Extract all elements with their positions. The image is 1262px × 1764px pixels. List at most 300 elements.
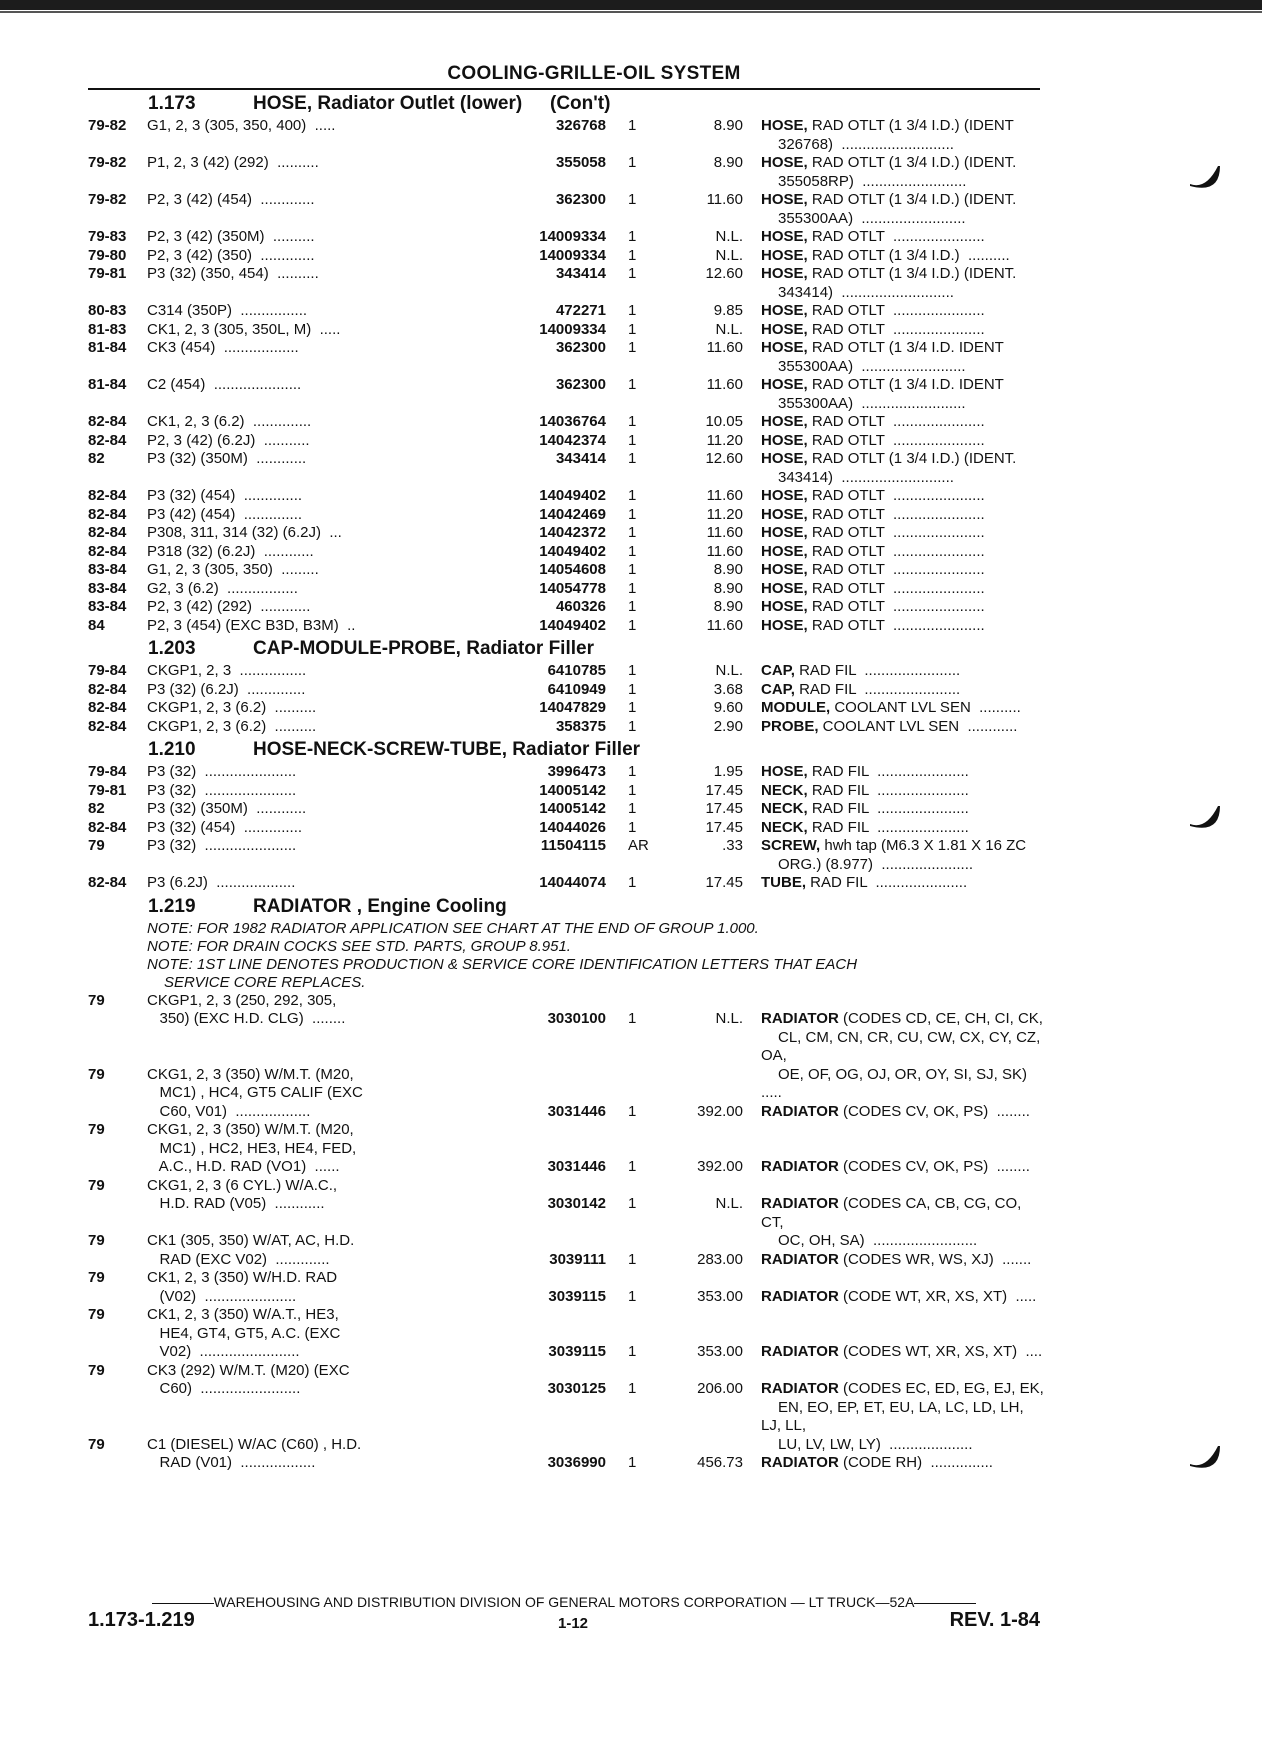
model-years: 79-80 — [88, 246, 127, 264]
part-description — [761, 1158, 1046, 1177]
part-number: 11504115 — [540, 837, 606, 854]
quantity: 1 — [628, 450, 637, 467]
part-detail: RAD OTLT ...................... — [807, 320, 985, 338]
price: 353.00 — [697, 1287, 743, 1305]
part-number: 6410949 — [547, 680, 606, 698]
part-description — [761, 819, 1046, 838]
part-detail: RAD OTLT ...................... — [807, 561, 985, 578]
model-years: 82-84 — [88, 874, 127, 891]
part-row — [88, 1121, 1040, 1177]
part-name: HOSE, — [761, 154, 808, 171]
part-row — [88, 524, 1040, 543]
part-name: RADIATOR — [761, 1102, 839, 1120]
part-description — [761, 699, 1046, 718]
part-row — [88, 819, 1040, 838]
part-description — [761, 247, 1046, 266]
part-row — [88, 763, 1040, 782]
price: 11.60 — [706, 542, 743, 560]
footer-rule-left — [152, 1603, 214, 1604]
part-detail: RAD FIL ...................... — [807, 818, 969, 836]
quantity: 1 — [628, 524, 637, 541]
price: 11.20 — [706, 505, 743, 523]
quantity: 1 — [628, 616, 637, 634]
part-number: 14005142 — [539, 781, 606, 799]
quantity: 1 — [628, 800, 637, 817]
part-name: CAP, — [761, 680, 795, 698]
model-years: 83-84 — [88, 561, 127, 578]
quantity: 1 — [628, 431, 637, 449]
part-detail: hwh tap (M6.3 X 1.81 X 16 ZC ORG.) (8.977) ...................... — [778, 837, 1027, 873]
part-name: HOSE, — [761, 579, 808, 597]
part-name: HOSE, — [761, 320, 808, 338]
application: P3 (32) ...................... — [147, 781, 297, 799]
model-years: 81-84 — [88, 339, 127, 356]
part-row — [88, 837, 1040, 874]
part-name: CAP, — [761, 662, 795, 679]
model-years: 82-84 — [88, 717, 127, 735]
part-number: 14049402 — [539, 542, 606, 560]
quantity: 1 — [628, 662, 637, 679]
part-name: HOSE, — [761, 598, 808, 615]
part-name: RADIATOR — [761, 1158, 839, 1175]
price: 353.00 — [697, 1343, 743, 1360]
section-heading — [88, 736, 1040, 763]
part-number: 460326 — [555, 598, 606, 615]
application: P3 (42) (454) .............. — [147, 505, 303, 523]
price: 206.00 — [697, 1380, 743, 1397]
part-name: RADIATOR — [761, 1343, 839, 1360]
quantity: 1 — [628, 781, 637, 799]
note-line: SERVICE CORE REPLACES. — [164, 973, 366, 991]
part-description — [761, 413, 1046, 432]
part-number: 14042469 — [539, 505, 606, 523]
application: P3 (32) ...................... — [147, 837, 297, 854]
part-number: 3030100 — [547, 1010, 606, 1027]
part-detail: (CODE RH) ............... — [838, 1454, 993, 1471]
price: N.L. — [715, 228, 743, 245]
part-detail: RAD OTLT ...................... — [807, 579, 985, 597]
quantity: 1 — [628, 376, 637, 393]
footer-division-text: WAREHOUSING AND DISTRIBUTION DIVISION OF GENERAL MOTORS CORPORATION — LT TRUCK—52A — [213, 1594, 915, 1610]
section-heading — [88, 90, 1040, 117]
part-name: HOSE, — [761, 228, 808, 245]
part-row — [88, 247, 1040, 266]
part-detail: RAD OTLT (1 3/4 I.D.) (IDENT. 343414) ........................... — [778, 450, 1017, 486]
part-name: RADIATOR — [761, 1287, 839, 1305]
application: C1 (DIESEL) W/AC (C60) , H.D. RAD (V01) .................. — [147, 1435, 362, 1471]
note-line: NOTE: FOR DRAIN COCKS SEE STD. PARTS, GROUP 8.951. — [147, 937, 571, 955]
page-title: COOLING-GRILLE-OIL SYSTEM — [447, 63, 741, 84]
part-name: HOSE, — [761, 265, 808, 282]
part-number: 14042374 — [539, 431, 606, 449]
part-detail: COOLANT LVL SEN .......... — [830, 699, 1021, 716]
price: 8.90 — [713, 154, 743, 171]
model-years: 82-84 — [88, 487, 127, 504]
part-row — [88, 413, 1040, 432]
application: P2, 3 (42) (6.2J) ........... — [147, 431, 310, 449]
part-detail: RAD OTLT ...................... — [807, 413, 985, 430]
price: 10.05 — [705, 413, 743, 430]
price: .33 — [722, 837, 743, 854]
part-detail: RAD FIL ....................... — [794, 662, 961, 679]
model-years: 82-84 — [88, 413, 127, 430]
quantity: 1 — [628, 246, 637, 264]
part-number: 362300 — [555, 339, 606, 356]
section-notes — [88, 920, 1040, 992]
part-description — [761, 580, 1046, 599]
part-number: 358375 — [555, 717, 606, 735]
quantity: 1 — [628, 154, 637, 171]
application: P2, 3 (42) (454) ............. — [147, 191, 315, 208]
part-row — [88, 265, 1040, 302]
part-number: 14009334 — [539, 246, 606, 264]
section-number: 1.173 — [148, 93, 196, 114]
price: 12.60 — [705, 265, 743, 282]
application: CKGP1, 2, 3 (6.2) .......... — [147, 717, 317, 735]
part-detail: RAD OTLT (1 3/4 I.D.) (IDENT 326768) ........................... — [778, 117, 1014, 153]
part-description — [761, 561, 1046, 580]
application: CK1, 2, 3 (350) W/A.T., HE3, HE4, GT4, GT5, A.C. (EXC V02) ........................ — [147, 1306, 341, 1360]
application: P3 (32) (350, 454) .......... — [147, 265, 319, 282]
part-name: HOSE, — [761, 191, 808, 208]
quantity: 1 — [628, 680, 637, 698]
application: CKGP1, 2, 3 (250, 292, 305, 350) (EXC H.D. CLG) ........ — [147, 991, 346, 1027]
application: CK1 (305, 350) W/AT, AC, H.D. RAD (EXC V02) ............. — [147, 1232, 355, 1268]
price: 11.60 — [706, 376, 743, 393]
application: CK1, 2, 3 (6.2) .............. — [147, 413, 312, 430]
part-name: HOSE, — [761, 302, 808, 319]
part-number: 3039111 — [549, 1250, 606, 1268]
part-name: HOSE, — [761, 376, 808, 393]
price: 17.45 — [705, 818, 743, 836]
part-row — [88, 191, 1040, 228]
part-row — [88, 782, 1040, 801]
model-years: 79 — [88, 1269, 105, 1286]
quantity: 1 — [628, 1380, 637, 1397]
part-detail: RAD OTLT (1 3/4 I.D.) (IDENT. 355058RP) ......................... — [778, 154, 1017, 190]
part-description — [761, 718, 1046, 737]
quantity: 1 — [628, 228, 637, 245]
part-row — [88, 699, 1040, 718]
price: 283.00 — [697, 1250, 743, 1268]
part-description — [761, 598, 1046, 617]
part-detail: RAD OTLT (1 3/4 I.D. IDENT 355300AA) ......................... — [778, 339, 1004, 375]
part-number: 14049402 — [539, 616, 606, 634]
part-description — [761, 432, 1046, 451]
part-detail: RAD OTLT ...................... — [807, 505, 985, 523]
quantity: 1 — [628, 699, 637, 716]
part-description — [761, 662, 1046, 681]
part-detail: (CODES WT, XR, XS, XT) .... — [838, 1343, 1043, 1360]
note-line: NOTE: 1ST LINE DENOTES PRODUCTION & SERVICE CORE IDENTIFICATION LETTERS THAT EACH — [147, 955, 858, 973]
model-years: 82 — [88, 450, 105, 467]
part-description — [761, 228, 1046, 247]
part-number: 14009334 — [539, 228, 606, 245]
quantity: AR — [628, 837, 649, 854]
model-years: 82-84 — [88, 505, 127, 523]
price: 17.45 — [705, 781, 743, 799]
section-number: 1.219 — [148, 895, 196, 917]
model-years: 79-82 — [88, 154, 127, 171]
part-number: 14054608 — [539, 561, 606, 578]
part-number: 14005142 — [539, 800, 606, 817]
part-name: HOSE, — [761, 487, 808, 504]
quantity: 1 — [628, 542, 637, 560]
part-detail: (CODES WR, WS, XJ) ....... — [838, 1250, 1032, 1268]
part-name: RADIATOR — [761, 1380, 839, 1397]
part-detail: (CODE WT, XR, XS, XT) ..... — [838, 1287, 1037, 1305]
application: P3 (32) (454) .............. — [147, 487, 303, 504]
quantity: 1 — [628, 320, 637, 338]
part-row — [88, 718, 1040, 737]
part-number: 14054778 — [539, 579, 606, 597]
application: C2 (454) ..................... — [147, 376, 302, 393]
application: P3 (32) (454) .............. — [147, 818, 303, 836]
part-description — [761, 339, 1046, 376]
section-name: HOSE-NECK-SCREW-TUBE, Radiator Filler — [253, 739, 641, 760]
quantity: 1 — [628, 1010, 637, 1027]
footer-page-info — [88, 1611, 1040, 1637]
application: CK3 (292) W/M.T. (M20) (EXC C60) ........................ — [147, 1361, 350, 1397]
price: N.L. — [715, 320, 743, 338]
quantity: 1 — [628, 1102, 637, 1120]
price: N.L. — [715, 1010, 743, 1027]
part-row — [88, 1232, 1040, 1269]
application: P3 (6.2J) ................... — [147, 874, 296, 891]
application: P2, 3 (42) (350) ............. — [147, 246, 315, 264]
quantity: 1 — [628, 763, 637, 780]
part-number: 6410785 — [547, 662, 606, 679]
price: 456.73 — [697, 1454, 743, 1471]
part-row — [88, 1269, 1040, 1306]
price: 11.60 — [706, 339, 743, 356]
part-row — [88, 321, 1040, 340]
binder-hole-icon — [1188, 800, 1222, 834]
model-years: 79-81 — [88, 265, 127, 282]
footer-rule-right — [914, 1603, 976, 1604]
application: CK3 (454) .................. — [147, 339, 299, 356]
part-number: 3039115 — [548, 1343, 606, 1360]
part-number: 362300 — [555, 376, 606, 393]
part-detail: RAD OTLT (1 3/4 I.D.) .......... — [807, 246, 1010, 264]
part-description — [761, 837, 1046, 874]
part-description — [761, 1251, 1046, 1270]
model-years: 79 — [88, 1176, 105, 1194]
application: G1, 2, 3 (305, 350, 400) ..... — [147, 117, 336, 134]
part-number: 14009334 — [539, 320, 606, 338]
part-description — [761, 487, 1046, 506]
part-name: HOSE, — [761, 561, 808, 578]
part-detail: RAD OTLT ...................... — [807, 598, 985, 615]
part-description — [761, 763, 1046, 782]
part-row — [88, 800, 1040, 819]
part-description — [761, 800, 1046, 819]
price: 8.90 — [713, 598, 743, 615]
model-years: 82-84 — [88, 699, 127, 716]
part-name: MODULE, — [761, 699, 831, 716]
part-description — [761, 1288, 1046, 1307]
catalog-page — [88, 62, 1045, 1473]
section-heading — [88, 893, 1040, 920]
part-detail: RAD FIL ...................... — [807, 763, 969, 780]
part-description — [761, 524, 1046, 543]
footer-page-number: 1-12 — [558, 1615, 589, 1632]
part-description — [761, 117, 1046, 154]
part-row — [88, 598, 1040, 617]
part-row — [88, 339, 1040, 376]
part-detail: (CODES CV, OK, PS) ........ — [838, 1158, 1030, 1175]
page-footer — [88, 1593, 1040, 1637]
model-years: 79-82 — [88, 191, 127, 208]
price: 1.95 — [713, 763, 743, 780]
model-years: 79-81 — [88, 781, 127, 799]
application: CKG1, 2, 3 (6 CYL.) W/A.C., H.D. RAD (V05) ............ — [147, 1176, 338, 1212]
application: P3 (32) ...................... — [147, 763, 297, 780]
price: 12.60 — [705, 450, 743, 467]
top-edge-line — [0, 11, 1262, 13]
part-detail: RAD OTLT ...................... — [807, 524, 985, 541]
part-description — [761, 681, 1046, 700]
part-number: 355058 — [555, 154, 606, 171]
part-row — [88, 543, 1040, 562]
quantity: 1 — [628, 339, 637, 356]
footer-line — [88, 1593, 1040, 1611]
part-number: 14036764 — [539, 413, 606, 430]
part-number: 3031446 — [547, 1158, 606, 1175]
part-description — [761, 1454, 1046, 1473]
part-name: HOSE, — [761, 763, 808, 780]
part-row — [88, 561, 1040, 580]
model-years: 82 — [88, 800, 105, 817]
application: P3 (32) (350M) ............ — [147, 450, 307, 467]
part-name: RADIATOR — [761, 1454, 839, 1471]
application: G2, 3 (6.2) ................. — [147, 579, 298, 597]
part-row — [88, 662, 1040, 681]
quantity: 1 — [628, 1454, 637, 1471]
part-number: 14044074 — [539, 874, 606, 891]
part-description — [761, 154, 1046, 191]
price: N.L. — [715, 1195, 743, 1212]
part-detail: RAD OTLT (1 3/4 I.D. IDENT 355300AA) ......................... — [778, 376, 1004, 412]
quantity: 1 — [628, 1287, 637, 1305]
section-name: HOSE, Radiator Outlet (lower) — [253, 93, 523, 114]
model-years: 82-84 — [88, 818, 127, 836]
part-description — [761, 617, 1046, 636]
part-row — [88, 228, 1040, 247]
application: CK1, 2, 3 (350) W/H.D. RAD (V02) ...................... — [147, 1269, 338, 1305]
part-detail: RAD OTLT ...................... — [807, 302, 985, 319]
part-name: RADIATOR — [761, 1010, 839, 1027]
section-name: RADIATOR , Engine Cooling — [253, 895, 507, 917]
part-row — [88, 681, 1040, 700]
application: C314 (350P) ................ — [147, 302, 308, 319]
part-detail: (CODES EC, ED, EG, EJ, EK, EN, EO, EP, ET, EU, LA, LC, LD, LH, LJ, LL, LU, LV, LW, LY) .................... — [761, 1380, 1044, 1453]
part-number: 3030142 — [547, 1195, 606, 1212]
quantity: 1 — [628, 561, 637, 578]
part-row — [88, 376, 1040, 413]
binder-hole-icon — [1188, 1440, 1222, 1474]
quantity: 1 — [628, 117, 637, 134]
quantity: 1 — [628, 579, 637, 597]
quantity: 1 — [628, 874, 637, 891]
part-name: PROBE, — [761, 717, 819, 735]
part-detail: (CODES CA, CB, CG, CO, CT, OC, OH, SA) ......................... — [761, 1195, 1026, 1249]
quantity: 1 — [628, 191, 637, 208]
part-row — [88, 1066, 1040, 1122]
section-name: CAP-MODULE-PROBE, Radiator Filler — [253, 638, 594, 659]
part-description — [761, 782, 1046, 801]
part-detail: (CODES CV, OK, PS) ........ — [838, 1102, 1030, 1120]
price: 8.90 — [713, 561, 743, 578]
price: 9.60 — [713, 699, 743, 716]
application: P2, 3 (454) (EXC B3D, B3M) .. — [147, 616, 356, 634]
part-row — [88, 154, 1040, 191]
part-name: NECK, — [761, 781, 808, 799]
part-name: HOSE, — [761, 431, 808, 449]
model-years: 79-83 — [88, 228, 127, 245]
price: 11.60 — [706, 616, 743, 634]
part-description — [761, 450, 1046, 487]
part-row — [88, 617, 1040, 636]
part-name: HOSE, — [761, 450, 808, 467]
part-name: HOSE, — [761, 524, 808, 541]
part-name: HOSE, — [761, 246, 808, 264]
model-years: 79 — [88, 837, 105, 854]
part-row — [88, 432, 1040, 451]
part-row — [88, 580, 1040, 599]
quantity: 1 — [628, 265, 637, 282]
model-years: 82-84 — [88, 431, 127, 449]
application: CKGP1, 2, 3 (6.2) .......... — [147, 699, 317, 716]
part-number: 3036990 — [547, 1454, 606, 1471]
model-years: 79-84 — [88, 763, 127, 780]
price: 17.45 — [705, 800, 743, 817]
part-description — [761, 874, 1046, 893]
quantity: 1 — [628, 505, 637, 523]
part-row — [88, 450, 1040, 487]
price: 392.00 — [697, 1102, 743, 1120]
part-row — [88, 302, 1040, 321]
application: P2, 3 (42) (292) ............ — [147, 598, 311, 615]
part-row — [88, 506, 1040, 525]
part-description — [761, 302, 1046, 321]
quantity: 1 — [628, 1195, 637, 1212]
part-description — [761, 1103, 1046, 1122]
application: P2, 3 (42) (350M) .......... — [147, 228, 315, 245]
price: 8.90 — [713, 117, 743, 134]
part-name: SCREW, — [761, 837, 821, 854]
part-number: 14044026 — [539, 818, 606, 836]
top-edge-bar — [0, 0, 1262, 10]
application: P1, 2, 3 (42) (292) .......... — [147, 154, 319, 171]
part-detail: RAD OTLT (1 3/4 I.D.) (IDENT. 355300AA) ......................... — [778, 191, 1017, 227]
quantity: 1 — [628, 1158, 637, 1175]
part-detail: RAD OTLT (1 3/4 I.D.) (IDENT. 343414) ........................... — [778, 265, 1017, 301]
price: 11.60 — [706, 487, 743, 504]
part-number: 14042372 — [539, 524, 606, 541]
model-years: 79-82 — [88, 117, 127, 134]
part-detail: RAD OTLT ...................... — [807, 431, 985, 449]
model-years: 83-84 — [88, 579, 127, 597]
footer-group-range: 1.173-1.219 — [88, 1609, 195, 1631]
model-years: 79-84 — [88, 662, 127, 679]
model-years: 79 — [88, 1435, 105, 1453]
price: N.L. — [715, 662, 743, 679]
part-number: 362300 — [555, 191, 606, 208]
model-years: 80-83 — [88, 302, 127, 319]
part-row — [88, 1176, 1040, 1249]
part-detail: RAD OTLT ...................... — [807, 228, 985, 245]
